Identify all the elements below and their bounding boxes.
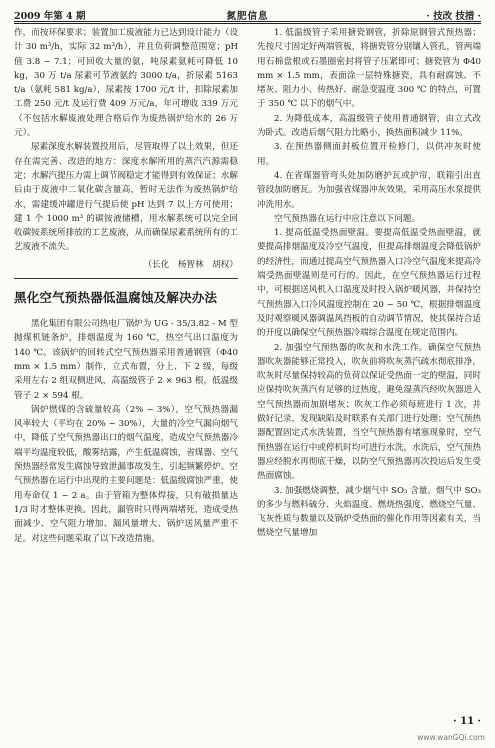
paragraph: 黑化集团有限公司热电厂锅炉为 UG - 35/3.82 - M 型抛煤机链条炉，排烟温度为 160 ℃，热空气出口温度为 140 ℃。该锅炉的回转式空气预热器采用普通钢管（Φ40 mm × 1.5 mm）制作，立式布置，分上、下 2 级，每级采用左右 2 组双侧进风，高温级管子 2 × 963 根，低温级管子 2 × 594 根。	[14, 319, 238, 401]
left-column	[14, 26, 238, 546]
page-number: · 11 ·	[453, 716, 481, 727]
paragraph: 3. 在预热器侧面封板位置开检修门，以供冲灰时使用。	[257, 142, 481, 167]
header-rule-thin	[14, 23, 481, 24]
paragraph: 作，而按环保要求；装置加工废液能力已达到设计能力（设计 30 m³/h，实际 32 m³/h），并且负荷调整范围宽；pH 值 3.8 ~ 7.1；可回收大量的氨，吨尿素氨耗可降低 10 kg，30 万 t/a 尿素可节液氨约 3000 t/a，折尿素 5163 t/a（氨耗 581 kg/a），尿素按 1700 元/t 计，扣除尿素加工费 250 元/t 及运行费 409 万元/a，年可增收 339 万元（不包括水解废液处理合格后作为废热锅炉给水的 26 万元）。	[14, 28, 238, 139]
article-title: 黑化空气预热器低温腐蚀及解决办法	[14, 290, 218, 306]
header-rule	[14, 21, 481, 22]
watermark: www.wanGQi.com	[417, 733, 485, 742]
right-column	[257, 26, 481, 541]
paragraph: 1. 低温级管子采用搪瓷钢管，折除原钢管式预热器；先按尺寸固定好两端管板，将搪瓷管分别镶入管孔，管两端用石棉盘根或石墨圈密封将管子压紧即可；搪瓷管为 Φ40 mm × 1.5 mm，表面涂一层特殊搪瓷，具有耐腐蚀、不堵灰、阻力小、传热好、耐急变温度 300 ℃ 的特点，可置于 350 ℃ 以下的烟气中。	[257, 28, 481, 110]
paragraph: 锅炉燃煤的含硫量较高（2% ~ 3%），空气预热器漏风率较大（平均在 20% ~ 30%），大量的冷空气漏向烟气中，降低了空气预热器出口的烟气温度，造成空气预热器冷端平均温度较低，酸雾结露，产生低温腐蚀，省煤器、空气预热器经常发生腐蚀导致泄漏事故发生，引起频繁停炉。空气预热器在运行中出现的主要问题是：低温级腐蚀严重，使用寿命仅 1 ~ 2 a。由于管箱为整体焊接，只有破损量达 1/3 时才整体更换。因此，漏管时只得两端堵死，造成受热面减少、空气阻力增加、漏风量增大、锅炉送风量严重不足。对这些问题采取了以下改造措施。	[14, 404, 238, 544]
paragraph: 3. 加强燃烧调整，减少烟气中 SO₃ 含量。烟气中 SO₃ 的多少与燃料硫分、火焰温度、燃烧热强度、燃烧空气量、飞灰性质与数量以及锅炉受热面的催化作用等因素有关，当燃烧空气量增加	[257, 485, 481, 539]
article-divider	[14, 278, 238, 279]
paragraph: 1. 提高低温受热面壁温。要提高低温受热面壁温，就要提高排烟温度及冷空气温度，但提高排烟温度会降低锅炉的经济性，而通过提高空气预热器入口冷空气温度来提高冷端受热面壁温则是可行的。因此，在空气预热器运行过程中，可根据送风机入口温度及时投入锅炉暖风器，并保持空气预热器入口冷风温度控制在 20 ~ 50 ℃，根据排烟温度及时观察暖风器调温风挡板的自动调节情况，使其保持合适的开度以确保空气预热器冷端综合温度在规定范围内。	[257, 228, 481, 339]
paragraph: 2. 为降低成本，高温级管子使用普通钢管，由立式改为卧式。改造后烟气阻力比略小，换热面积减少 11%。	[257, 113, 481, 139]
paragraph: 4. 在省煤器管弯头处加防磨护瓦或护帘，联箱引出直管段加防磨瓦。为加强省煤器冲灰效果，采用高压水泵提供冲洗用水。	[257, 170, 481, 210]
paragraph: 尿素深度水解装置投用后，尽管取得了以上效果，但还存在需完善、改进的地方：深度水解所用的蒸汽汽源需稳定；水解汽提压力需上调节阀稳定才能得到有效保证；水解后由于废液中二氧化碳含量高，暂时无法作为废热锅炉给水，需建缓冲罐进行气提后使 pH 达到 7 以上方可使用；建 1 个 1000 m³ 的碳铵液储槽，用水解系统可以完全回收碳铵系统所排放的工艺废液，从而确保尿素系统所有的工艺废液不流失。	[14, 142, 238, 253]
author-signature: （长化 杨智林 胡权）	[143, 259, 238, 270]
paragraph: 2. 加强空气预热器的吹灰和水洗工作。确保空气预热器吹灰器能够正常投入，吹灰前将吹灰蒸汽疏水彻底排净，吹灰时尽量保持较高的负荷以保证受热面一定的壁温，同时应保持吹灰蒸汽有足够的过热度，避免湿蒸汽经吹灰器进入空气预热器而加剧堵灰；吹灰工作必须每班进行 1 次，并做好记录，发现缺陷及时联系有关部门进行处理；空气预热器配置固定式水洗装置，当空气预热器有堵塞现象时，空气预热器在运行中或停机时均可进行水洗，水洗后，空气预热器应经脱水再彻底干燥，以防空气预热器再次投运后发生受热面腐蚀。	[257, 342, 481, 482]
journal-title: 氮肥信息	[226, 11, 269, 22]
section-label: · 技改 技措 ·	[426, 11, 481, 22]
issue-label: 2009 年第 4 期	[14, 11, 86, 22]
paragraph: 空气预热器在运行中应注意以下问题。	[274, 213, 421, 224]
